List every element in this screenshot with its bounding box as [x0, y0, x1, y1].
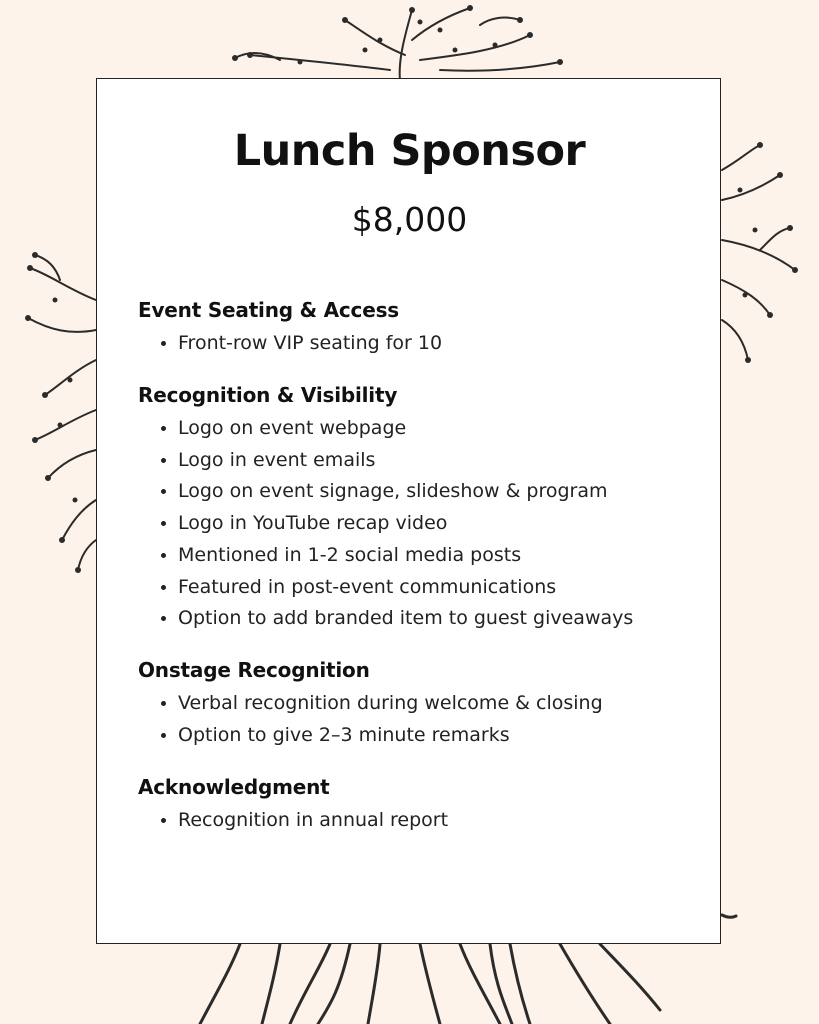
list-item: • Logo in YouTube recap video [178, 508, 698, 540]
section-heading: Acknowledgment [138, 775, 330, 799]
list-item: • Logo on event signage, slideshow & program [178, 476, 698, 508]
benefit-list [138, 805, 698, 837]
page-title: Lunch Sponsor [233, 126, 586, 176]
section-onstage-recognition [138, 656, 698, 751]
sponsor-price: $8,000 [351, 200, 468, 239]
benefit-list [138, 328, 698, 360]
section-acknowledgment [138, 773, 698, 837]
benefit-list [138, 688, 698, 751]
section-heading: Onstage Recognition [138, 658, 370, 682]
list-item: • Front-row VIP seating for 10 [178, 328, 698, 360]
list-item: • Option to add branded item to guest giveaways [178, 603, 698, 635]
list-item: • Option to give 2–3 minute remarks [178, 720, 698, 752]
list-item: • Mentioned in 1-2 social media posts [178, 540, 698, 572]
list-item: • Logo in event emails [178, 445, 698, 477]
section-heading: Recognition & Visibility [138, 383, 398, 407]
list-item: • Logo on event webpage [178, 413, 698, 445]
section-heading: Event Seating & Access [138, 298, 399, 322]
list-item: • Featured in post-event communications [178, 572, 698, 604]
section-event-seating [138, 296, 698, 360]
list-item: • Recognition in annual report [178, 805, 698, 837]
benefit-list [138, 413, 698, 635]
list-item: • Verbal recognition during welcome & closing [178, 688, 698, 720]
section-recognition-visibility [138, 381, 698, 635]
